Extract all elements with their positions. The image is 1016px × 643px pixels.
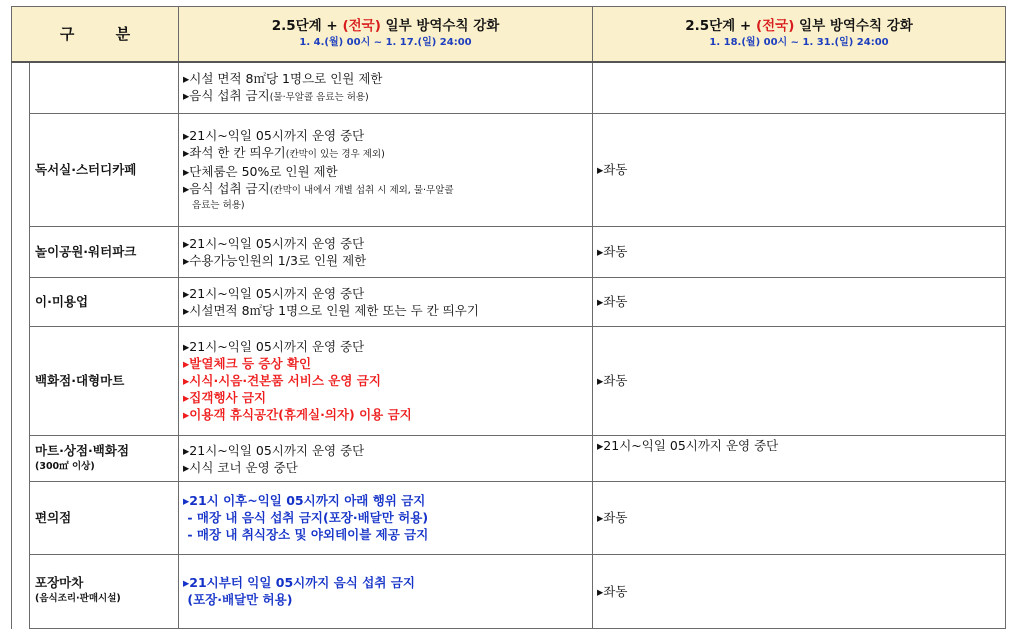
gubun-header: 구 분 (12, 7, 179, 62)
table-row (12, 277, 1006, 326)
period2-cell: ▸좌동 (593, 326, 1006, 435)
table-row (12, 436, 1006, 482)
period1-title: 2.5단계 + (전국) 일부 방역수칙 강화 (271, 18, 500, 35)
period2-cell: ▸좌동 (593, 482, 1006, 555)
table-row (12, 554, 1006, 628)
period2-cell: ▸좌동 (593, 554, 1006, 628)
period1-cell: ▸21시~익일 05시까지 운영 중단 ▸시설면적 8㎡당 1명으로 인원 제한 또는 두 칸 띄우기 (179, 277, 593, 326)
period1-cell: ▸21시~익일 05시까지 운영 중단 ▸발열체크 등 증상 확인 ▸시식·시음·견본품 서비스 운영 금지 ▸집객행사 금지 ▸이용객 휴식공간(휴게실·의자) 이용 금지 (179, 326, 593, 435)
period1-cell: ▸21시~익일 05시까지 운영 중단 ▸수용가능인원의 1/3로 인원 제한 (179, 226, 593, 277)
category-cell: 마트·상점·백화점 (300㎡ 이상) (30, 436, 179, 482)
period1-dates: 1. 4.(월) 00시 ~ 1. 17.(일) 24:00 (299, 37, 472, 49)
category-cell: 편의점 (30, 482, 179, 555)
category-cell (30, 62, 179, 114)
header-row (12, 7, 1006, 62)
period1-header (179, 7, 593, 62)
category-cell: 이·미용업 (30, 277, 179, 326)
period1-cell: ▸21시~익일 05시까지 운영 중단 ▸시식 코너 운영 중단 (179, 436, 593, 482)
table-row (12, 482, 1006, 555)
category-cell: 포장마차 (음식조리·판매시설) (30, 554, 179, 628)
period2-header (593, 7, 1006, 62)
indent-column (12, 62, 30, 629)
period2-cell: ▸좌동 (593, 277, 1006, 326)
restrictions-table (11, 6, 1006, 629)
period2-cell: ▸21시~익일 05시까지 운영 중단 (593, 436, 1006, 482)
table-row (12, 62, 1006, 114)
period2-title: 2.5단계 + (전국) 일부 방역수칙 강화 (685, 18, 913, 35)
table-row (12, 326, 1006, 435)
period2-cell (593, 62, 1006, 114)
period1-cell: ▸21시~익일 05시까지 운영 중단 ▸좌석 한 칸 띄우기(칸막이 있는 경우 제외) ▸단체룸은 50%로 인원 제한 ▸음식 섭취 금지(칸막이 내에서 개별 섭취 시 제외, 물·무알콜 음료는 허용) (179, 114, 593, 227)
period2-cell: ▸좌동 (593, 114, 1006, 227)
table-row (12, 226, 1006, 277)
period1-cell: ▸시설 면적 8㎡당 1명으로 인원 제한 ▸음식 섭취 금지(물·무알콜 음료는 허용) (179, 62, 593, 114)
period2-cell: ▸좌동 (593, 226, 1006, 277)
category-cell: 백화점·대형마트 (30, 326, 179, 435)
table-row (12, 114, 1006, 227)
period2-dates: 1. 18.(월) 00시 ~ 1. 31.(일) 24:00 (709, 37, 889, 49)
period1-cell: ▸21시부터 익일 05시까지 음식 섭취 금지 (포장·배달만 허용) (179, 554, 593, 628)
category-cell: 놀이공원·워터파크 (30, 226, 179, 277)
category-cell: 독서실·스터디카페 (30, 114, 179, 227)
period1-cell: ▸21시 이후~익일 05시까지 아래 행위 금지 - 매장 내 음식 섭취 금지(포장·배달만 허용) - 매장 내 취식장소 및 야외테이블 제공 금지 (179, 482, 593, 555)
